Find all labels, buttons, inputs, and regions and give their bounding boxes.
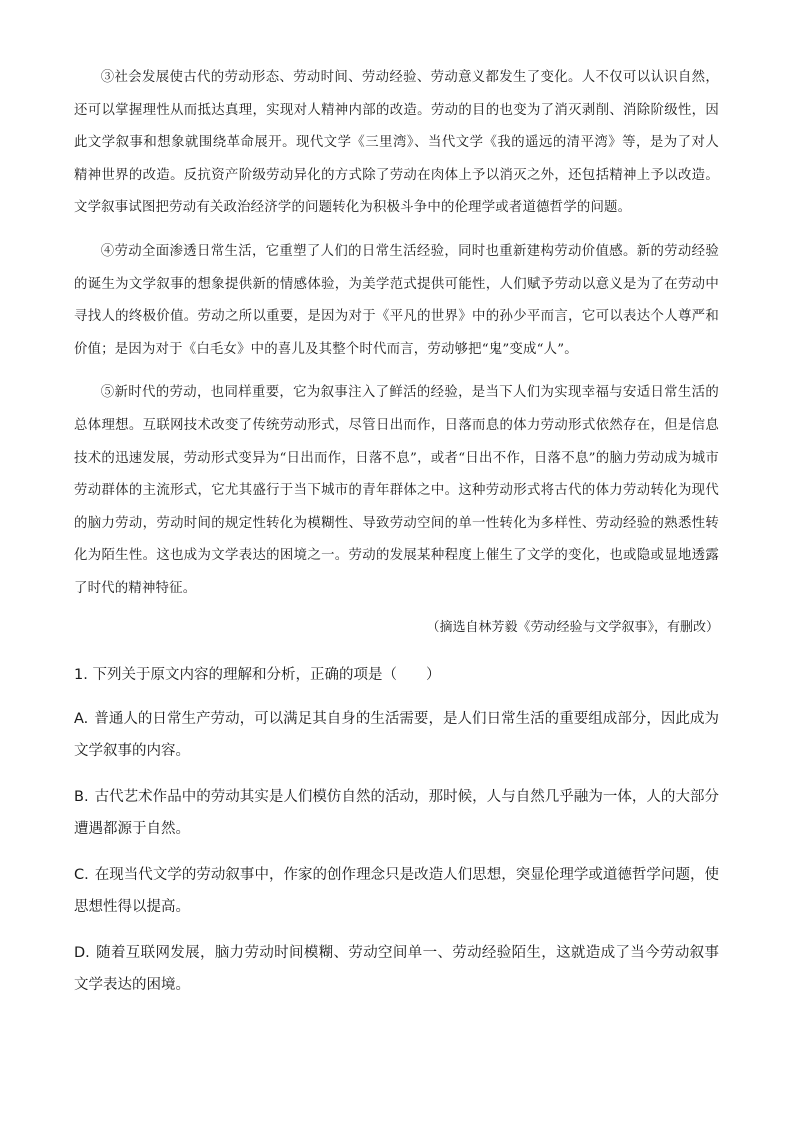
option-a bbox=[74, 703, 719, 767]
paragraph-3: ③社会发展使古代的劳动形态、劳动时间、劳动经验、劳动意义都发生了变化。人不仅可以认识自然，还可以掌握理性从而抵达真理，实现对人精神内部的改造。劳动的目的也变为了消灭剥削、消除阶级性，因此文学叙事和想象就围绕革命展开。现代文学《三里湾》、当代文学《我的遥远的清平湾》等，是为了对人精神世界的改造。反抗资产阶级劳动异化的方式除了劳动在肉体上予以消灭之外，还包括精神上予以改造。文学叙事试图把劳动有关政治经济学的问题转化为积极斗争中的伦理学或者道德哲学的问题。 bbox=[74, 70, 719, 216]
option-b-text: 古代艺术作品中的劳动其实是人们模仿自然的活动，那时候，人与自然几乎融为一体，人的大部分遭遇都源于自然。 bbox=[74, 788, 719, 837]
option-c-text: 在现当代文学的劳动叙事中，作家的创作理念只是改造人们思想，突显伦理学或道德哲学问题，使思想性得以提高。 bbox=[74, 866, 719, 915]
option-b bbox=[74, 781, 719, 845]
option-a-letter: A. bbox=[74, 710, 89, 727]
source-citation: （摘选自林芳毅《劳动经验与文学叙事》，有删改） bbox=[426, 619, 719, 635]
option-d-text: 随着互联网发展，脑力劳动时间模糊、劳动空间单一、劳动经验陌生，这就造成了当今劳动叙事文学表达的困境。 bbox=[74, 944, 719, 993]
option-d bbox=[74, 937, 719, 1001]
option-c bbox=[74, 859, 719, 923]
option-c-letter: C. bbox=[74, 866, 89, 883]
paragraph-5: ⑤新时代的劳动，也同样重要，它为叙事注入了鲜活的经验，是当下人们为实现幸福与安适日常生活的总体理想。互联网技术改变了传统劳动形式，尽管日出而作，日落而息的体力劳动形式依然存在，但是信息技术的迅速发展，劳动形式变异为“日出而作，日落不息”，或者“日出不作，日落不息”的脑力劳动成为城市劳动群体的主流形式，它尤其盛行于当下城市的青年群体之中。这种劳动形式将古代的体力劳动转化为现代的脑力劳动，劳动时间的规定性转化为模糊性、导致劳动空间的单一性转化为多样性、劳动经验的熟悉性转化为陌生性。这也成为文学表达的困境之一。劳动的发展某种程度上催生了文学的变化，也或隐或显地透露了时代的精神特征。 bbox=[74, 385, 719, 596]
document-page bbox=[74, 62, 719, 1001]
option-b-letter: B. bbox=[74, 788, 89, 805]
question-stem: 1. 下列关于原文内容的理解和分析，正确的项是（ ） bbox=[74, 666, 441, 683]
option-d-letter: D. bbox=[74, 944, 90, 961]
paragraph-4: ④劳动全面渗透日常生活，它重塑了人们的日常生活经验，同时也重新建构劳动价值感。新的劳动经验的诞生为文学叙事的想象提供新的情感体验，为美学范式提供可能性，人们赋予劳动以意义是为了在劳动中寻找人的终极价值。劳动之所以重要，是因为对于《平凡的世界》中的孙少平而言，它可以表达个人尊严和价值；是因为对于《白毛女》中的喜儿及其整个时代而言，劳动够把“鬼”变成“人”。 bbox=[74, 243, 719, 357]
option-a-text: 普通人的日常生产劳动，可以满足其自身的生活需要，是人们日常生活的重要组成部分，因此成为文学叙事的内容。 bbox=[74, 710, 719, 759]
